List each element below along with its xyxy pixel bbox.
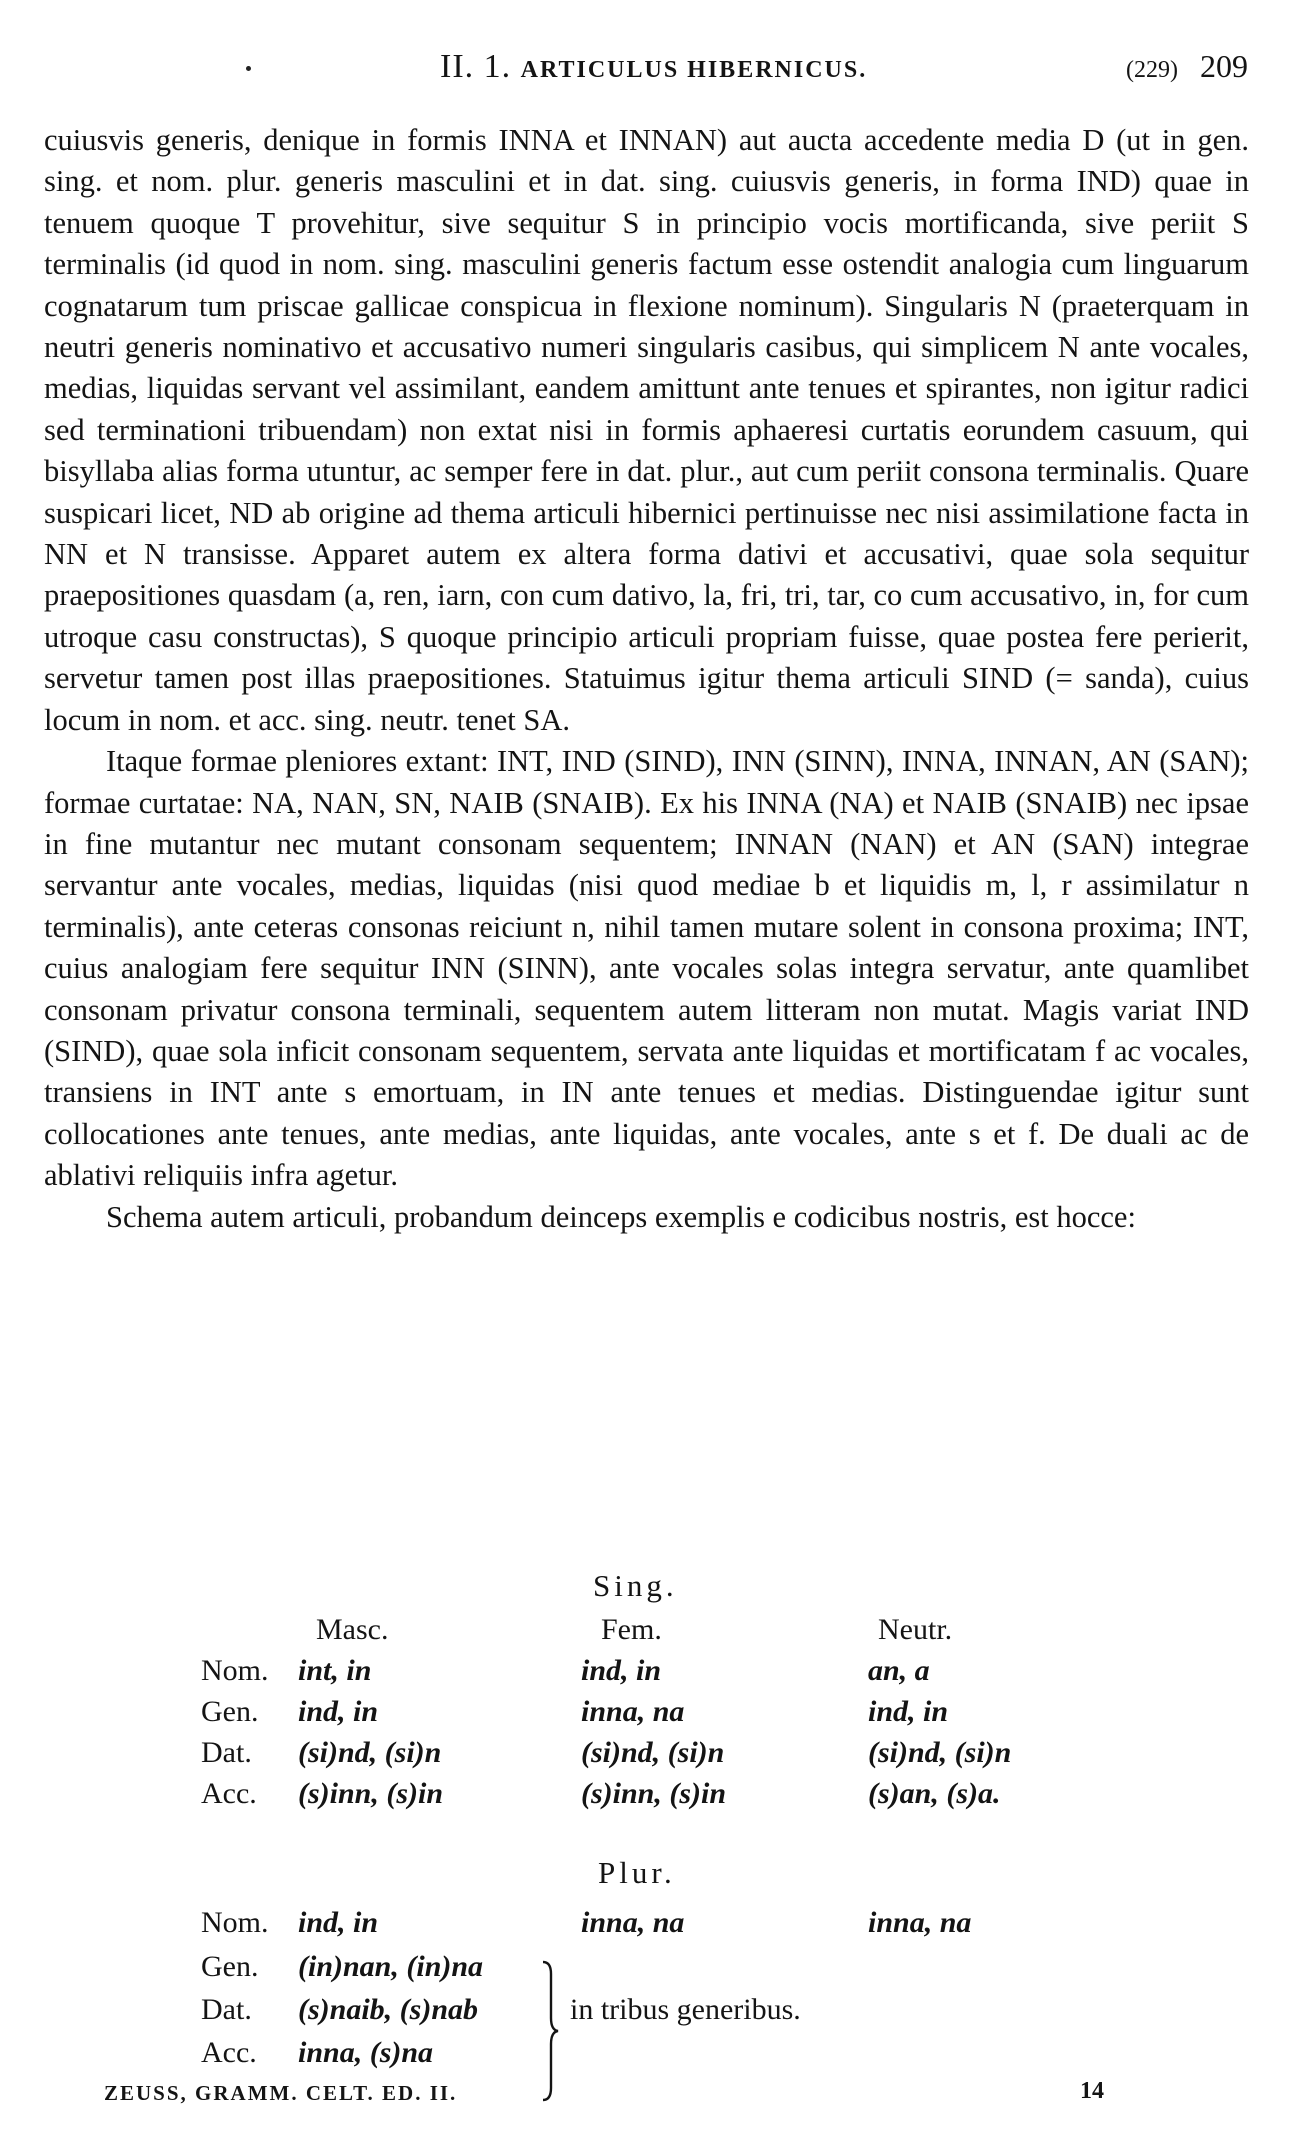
sing-cell: inna, na [581, 1695, 685, 1728]
sing-row-label: Nom. [201, 1654, 269, 1687]
plur-row-label: Dat. [201, 1993, 252, 2026]
plur-cell: ind, in [298, 1906, 379, 1939]
page-number-block [1126, 48, 1248, 85]
sing-cell: (s)an, (s)a. [868, 1777, 1001, 1810]
plur-row-label: Gen. [201, 1950, 259, 1983]
page-number: 209 [1200, 48, 1248, 84]
plur-cell: inna, (s)na [298, 2036, 434, 2069]
sing-cell: (s)inn, (s)in [581, 1777, 727, 1810]
col-fem: Fem. [601, 1613, 662, 1646]
sing-cell: (s)inn, (s)in [298, 1777, 444, 1810]
sing-cell: (si)nd, (si)n [298, 1736, 442, 1769]
old-page-number: (229) [1126, 57, 1178, 83]
sing-title: Sing. [593, 1568, 678, 1603]
sing-cell: ind, in [868, 1695, 949, 1728]
paragraph-2: Itaque formae pleniores extant: INT, IND (SIND), INN (SINN), INNA, INNAN, AN (SAN); formae curtatae: NA, NAN, SN, NAIB (SNAIB). Ex his INNA (NA) et NAIB (SNAIB) nec ipsae in fine mutantur nec mutant consonam sequentem; INNAN (NAN) et AN (SAN) integrae servantur ante vocales, medias, liquidas (nisi quod mediae b et liquidis m, l, r assimilatur n terminalis), ante ceteras consonas reiciunt n, nihil tamen mutare solent in consona proxima; INT, cuius analogiam fere sequitur INN (SINN), ante vocales solas integra servatur, ante quamlibet consonam privatur consona terminali, sequentem autem litteram non mutat. Magis variat IND (SIND), quae sola inficit consonam sequentem, servata ante liquidas et mortificatam f ac vocales, transiens in INT ante s emortuam, in IN ante tenues et medias. Distinguendae igitur sunt collocationes ante tenues, ante medias, ante liquidas, ante vocales, ante s et f. De duali ac de ablativi reliquiis infra agetur. [44, 744, 1249, 1193]
col-neutr: Neutr. [878, 1613, 953, 1646]
sing-cell: an, a [868, 1654, 930, 1687]
running-header [48, 44, 1248, 94]
paragraph-3: Schema autem articuli, probandum deinceps exemplis e codicibus nostris, est hocce: [106, 1199, 1136, 1234]
plur-cell: (s)naib, (s)nab [298, 1993, 479, 2026]
sing-row-label: Acc. [201, 1777, 257, 1810]
plur-cell: (in)nan, (in)na [298, 1950, 484, 1983]
col-masc: Masc. [316, 1613, 389, 1646]
sing-cell: (si)nd, (si)n [581, 1736, 725, 1769]
brace-note: in tribus generibus. [570, 1993, 801, 2026]
main-text [44, 120, 1249, 1238]
footer-signature: ZEUSS, GRAMM. CELT. ED. II. [104, 2081, 458, 2105]
sing-cell: (si)nd, (si)n [868, 1736, 1012, 1769]
plur-row-label: Nom. [201, 1906, 269, 1939]
sing-cell: ind, in [298, 1695, 379, 1728]
header-title-caps: ARTICULUS HIBERNICUS. [520, 57, 868, 83]
right-brace-icon [541, 1960, 559, 2102]
header-title [440, 48, 867, 86]
sing-row-label: Gen. [201, 1695, 259, 1728]
sing-cell: ind, in [581, 1654, 662, 1687]
sing-cell: int, in [298, 1654, 372, 1687]
footer-sheet-number: 14 [1080, 2078, 1104, 2104]
paragraph-1: cuiusvis generis, denique in formis INNA et INNAN) aut aucta accedente media D (ut in gen. sing. et nom. plur. generis masculini et in dat. sing. cuiusvis generis, in forma IND) quae in tenuem quoque T provehitur, sive sequitur S in principio vocis mortificanda, sive periit S terminalis (id quod in nom. sing. masculini generis factum esse ostendit analogia cum linguarum cognatarum tum priscae gallicae conspicua in flexione nominum). Singularis N (praeterquam in neutri generis nominativo et accusativo numeri singularis casibus, qui simplicem N ante vocales, medias, liquidas servant vel assimilant, eandem amittunt ante tenues et spirantes, non igitur radici sed terminationi tribuendam) non extat nisi in formis aphaeresi curtatis eorundem casuum, qui bisyllaba alias forma utuntur, ac semper fere in dat. plur., aut cum periit consona terminalis. Quare suspicari licet, ND ab origine ad thema articuli hibernici pertinuisse nec nisi assimilatione facta in NN et N transisse. Apparet autem ex altera forma dativi et accusativi, quae sola sequitur praepositiones quasdam (a, ren, iarn, con cum dativo, la, fri, tri, tar, co cum accusativo, in, for cum utroque casu constructas), S quoque principio articuli propriam fuisse, quae postea fere perierit, servetur tamen post illas praepositiones. Statuimus igitur thema articuli SIND (= sanda), cuius locum in nom. et acc. sing. neutr. tenet SA. [44, 123, 1249, 737]
plur-row-label: Acc. [201, 2036, 257, 2069]
plur-cell: inna, na [868, 1906, 972, 1939]
plur-cell: inna, na [581, 1906, 685, 1939]
sing-row-label: Dat. [201, 1736, 252, 1769]
header-title-prefix: II. 1. [440, 48, 512, 85]
header-dot [246, 66, 251, 71]
plur-title: Plur. [598, 1855, 676, 1890]
